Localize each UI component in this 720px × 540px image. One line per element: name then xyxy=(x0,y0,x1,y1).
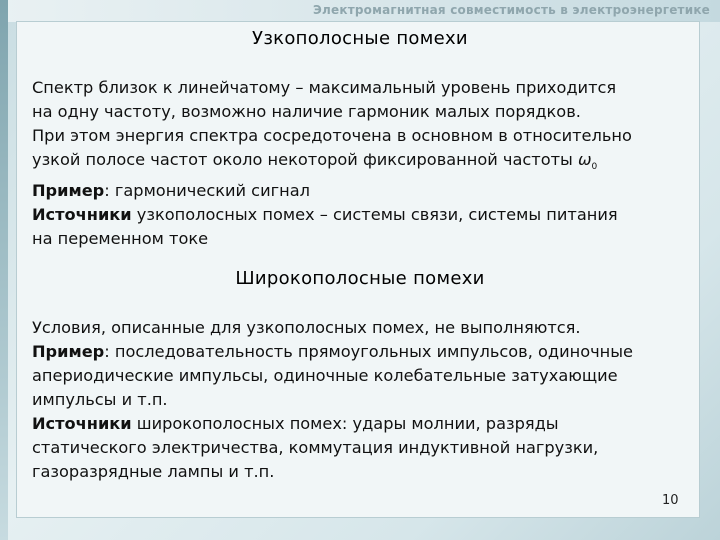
narrowband-line-4-text: узкой полосе частот около некоторой фиксированной частоты xyxy=(32,150,573,169)
broadband-example xyxy=(32,340,698,364)
omega-letter: ω xyxy=(577,150,592,169)
broadband-example-text-1: : последовательность прямоугольных импульсов, одиночные xyxy=(104,342,633,361)
header-band xyxy=(0,0,720,22)
narrowband-example-label: Пример xyxy=(32,181,105,201)
narrowband-line-3: При этом энергия спектра сосредоточена в основном в относительно xyxy=(32,126,632,145)
narrowband-description xyxy=(32,76,698,251)
narrowband-line-2: на одну частоту, возможно наличие гармоник малых порядков. xyxy=(32,102,581,121)
broadband-sources xyxy=(32,412,698,436)
broadband-example-line-2: апериодические импульсы, одиночные колебательные затухающие xyxy=(32,366,618,385)
narrowband-example-text: : гармонический сигнал xyxy=(104,181,310,201)
narrowband-sources-line-2: на переменном токе xyxy=(32,229,209,249)
omega-symbol xyxy=(577,150,598,173)
narrowband-sources-label: Источники xyxy=(32,205,132,225)
header-title: Электромагнитная совместимость в электроэнергетике xyxy=(313,3,710,17)
broadband-sources-label: Источники xyxy=(32,414,132,433)
broadband-line-1: Условия, описанные для узкополосных помех, не выполняются. xyxy=(32,318,581,337)
broadband-heading: Широкополосные помехи xyxy=(235,268,485,289)
narrowband-line-4 xyxy=(32,148,698,179)
narrowband-sources xyxy=(32,203,698,227)
broadband-example-label: Пример xyxy=(32,342,105,361)
narrowband-example xyxy=(32,179,698,203)
broadband-sources-line-3: газоразрядные лампы и т.п. xyxy=(32,462,275,481)
broadband-sources-line-2: статического электричества, коммутация индуктивной нагрузки, xyxy=(32,438,599,457)
narrowband-line-1: Спектр близок к линейчатому – максимальный уровень приходится xyxy=(32,78,617,97)
narrowband-sources-text-1: узкополосных помех – системы связи, системы питания xyxy=(131,205,618,225)
narrowband-heading: Узкополосные помехи xyxy=(252,28,468,49)
broadband-description xyxy=(32,316,698,484)
omega-subscript: 0 xyxy=(591,162,598,173)
page-number: 10 xyxy=(662,493,679,508)
broadband-example-line-3: импульсы и т.п. xyxy=(32,390,168,409)
broadband-sources-text-1: широкополосных помех: удары молнии, разряды xyxy=(131,414,559,433)
